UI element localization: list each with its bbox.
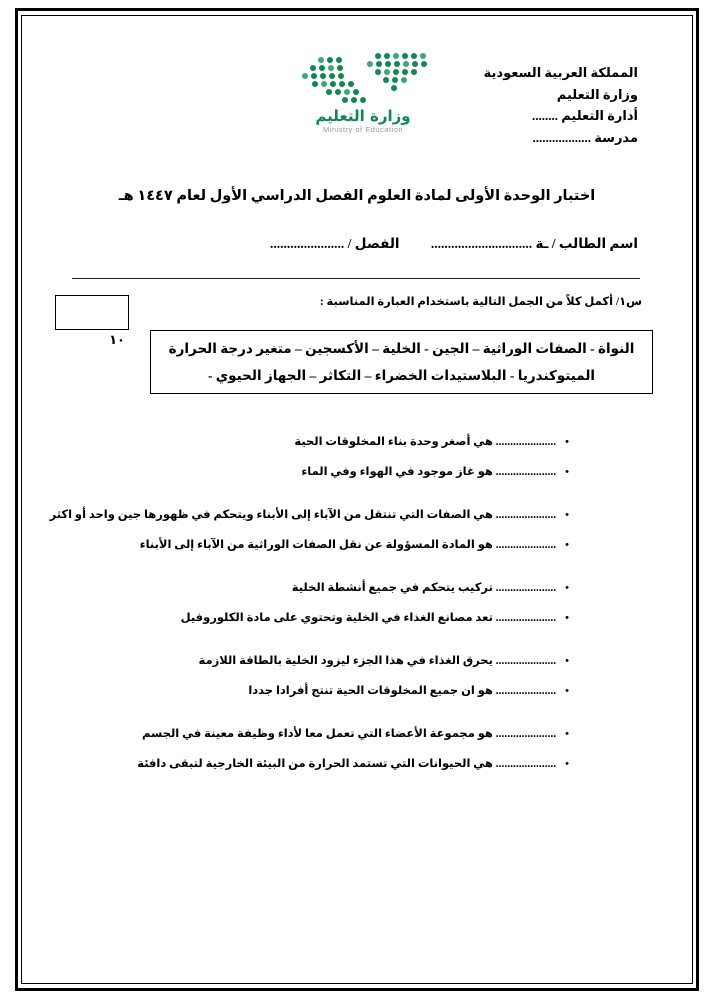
fill-blank-item: [40, 683, 569, 700]
fill-blank-item: [40, 507, 569, 524]
bullet-icon: •: [565, 685, 569, 697]
word-bank-line2: الميتوكندريا - البلاستيدات الخضراء – التكاثر – الجهاز الحيوي -: [207, 368, 596, 383]
fill-blank-text: ..................... تعد مصانع الغذاء في الخلية وتحتوي على مادة الكلوروفيل: [180, 612, 557, 624]
bullet-icon: •: [565, 612, 569, 624]
header-ministry: وزارة التعليم: [556, 86, 638, 102]
section-divider: [72, 278, 640, 279]
bullet-icon: •: [565, 466, 569, 478]
header-administration: أدارة التعليم ........: [531, 108, 638, 123]
student-class-blank: الفصل / ......................: [270, 236, 400, 251]
marks-score-box: [55, 295, 129, 330]
exam-title: اختبار الوحدة الأولى لمادة العلوم الفصل الدراسي الأول لعام ١٤٤٧ هـ: [118, 188, 596, 204]
fill-blank-item: [40, 537, 569, 554]
marks-total: ١٠: [109, 332, 125, 347]
fill-blank-text: ..................... تركيب يتحكم في جميع أنشطة الخلية: [291, 582, 557, 594]
fill-blank-item: [40, 756, 569, 773]
ministry-logo: [288, 50, 438, 134]
bullet-icon: •: [565, 509, 569, 521]
header-info: [484, 62, 638, 148]
fill-blank-text: ..................... هي الحيوانات التي تستمد الحرارة من البيئة الخارجية لتبقى دافئة: [137, 758, 557, 770]
header-school: مدرسة ..................: [532, 129, 638, 145]
fill-blank-text: ..................... يحرق الغذاء في هذا الجزء ليزود الخلية بالطاقة اللازمة: [198, 655, 557, 667]
bullet-icon: •: [565, 582, 569, 594]
header-country: المملكة العربية السعودية: [483, 65, 638, 80]
ministry-logo-arabic-wordmark: وزارة التعليم: [315, 107, 411, 125]
student-info-line: [270, 236, 638, 252]
fill-blank-text: ..................... هو غاز موجود في الهواء وفي الماء: [301, 466, 557, 478]
fill-blank-item: [40, 464, 569, 481]
bullet-icon: •: [565, 539, 569, 551]
fill-blank-item: [40, 726, 569, 743]
ministry-logo-english-wordmark: Ministry of Education: [322, 125, 404, 134]
marks-box-wrap: [55, 295, 129, 348]
fill-blank-item: [40, 580, 569, 597]
word-bank-box: [150, 330, 653, 394]
bullet-icon: •: [565, 758, 569, 770]
fill-blank-item: [40, 653, 569, 670]
fill-blank-item: [40, 610, 569, 627]
bullet-icon: •: [565, 655, 569, 667]
fill-blank-text: ..................... هو مجموعة الأعضاء التي تعمل معا لأداء وظيفة معينة في الجسم: [141, 728, 557, 740]
fill-blank-text: ..................... هي أصغر وحدة بناء المخلوقات الحية: [294, 436, 557, 448]
fill-blank-text: ..................... هو ان جميع المخلوقات الحية تنتج أفرادا جددا: [248, 685, 557, 697]
fill-blank-item: [40, 434, 569, 451]
word-bank-line1: النواة - الصفات الوراثية – الجين - الخلية – الأكسجين – متغير درجة الحرارة: [168, 341, 635, 356]
question1-instruction: س١/ أكمل كلاً من الجمل التالية باستخدام العبارة المناسبة :: [319, 296, 642, 308]
bullet-icon: •: [565, 728, 569, 740]
ministry-logo-dots: [293, 50, 433, 108]
bullet-icon: •: [565, 436, 569, 448]
fill-blank-text: ..................... هي الصفات التي تنتقل من الآباء إلى الأبناء ويتحكم في ظهورها جين واحد أو اكثر: [49, 509, 557, 521]
fill-blank-list: [40, 434, 569, 786]
student-name-blank: اسم الطالب / ـة ..............................: [430, 236, 638, 251]
fill-blank-text: ..................... هو المادة المسؤولة عن نقل الصفات الوراثية من الآباء إلى الأبناء: [139, 539, 557, 551]
